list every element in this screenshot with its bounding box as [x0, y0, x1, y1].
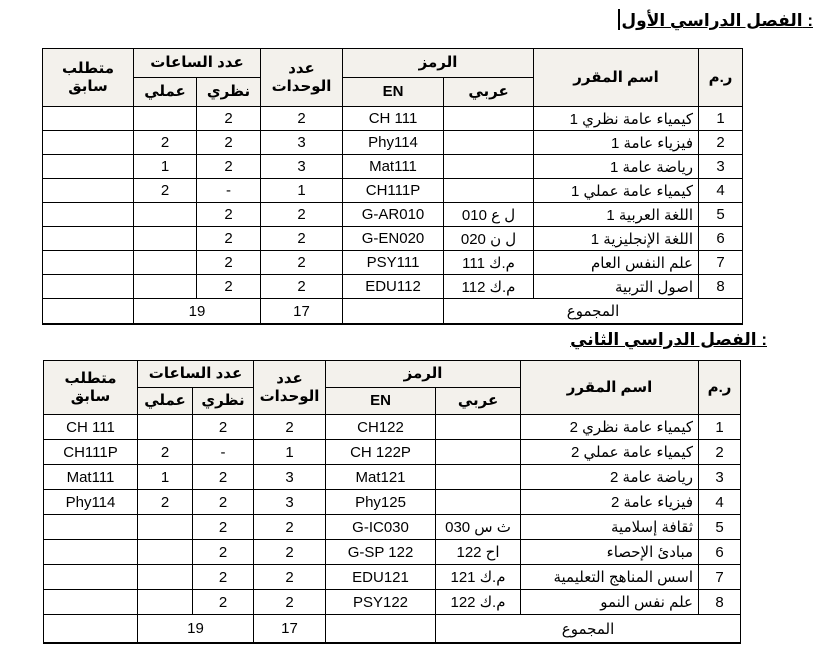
header-code-arabic: عربي: [436, 388, 521, 415]
header-code-group: الرمز: [326, 361, 521, 388]
table-row: [44, 490, 741, 515]
cell-code-en: G-IC030: [326, 515, 436, 540]
cell-hours-theory: 2: [197, 227, 261, 251]
cell-hours-practical: [138, 515, 193, 540]
header-prerequisite: متطلب سابق: [43, 49, 134, 107]
cell-units: 3: [261, 155, 343, 179]
cell-course-name: كيمياء عامة نظري 2: [521, 415, 699, 440]
cell-row-number: 7: [699, 565, 741, 590]
cell-course-name: كيمياء عامة نظري 1: [534, 107, 699, 131]
cell-hours-practical: [138, 590, 193, 615]
header-hours-group: عدد الساعات: [138, 361, 254, 388]
cell-prerequisite: [44, 515, 138, 540]
cell-hours-theory: 2: [197, 203, 261, 227]
cell-prerequisite: [44, 540, 138, 565]
cell-prerequisite: [44, 565, 138, 590]
cell-course-name: فيزياء عامة 2: [521, 490, 699, 515]
cell-hours-theory: -: [193, 440, 254, 465]
cell-code-en: EDU112: [343, 275, 444, 299]
cell-row-number: 6: [699, 227, 743, 251]
section-title-semester1: [618, 9, 813, 31]
cell-hours-theory: 2: [197, 155, 261, 179]
cell-prerequisite: [43, 131, 134, 155]
cell-course-name: رياضة عامة 1: [534, 155, 699, 179]
cell-code-arabic: م.ك 122: [436, 590, 521, 615]
cell-course-name: اللغة العربية 1: [534, 203, 699, 227]
cell-code-arabic: م.ك 112: [444, 275, 534, 299]
cell-code-en: Mat111: [343, 155, 444, 179]
header-code-group: الرمز: [343, 49, 534, 78]
section-title-semester2-text: الفصل الدراسي الثاني :: [570, 330, 767, 349]
cell-units: 1: [254, 440, 326, 465]
cell-row-number: 1: [699, 415, 741, 440]
cell-course-name: مبادئ الإحصاء: [521, 540, 699, 565]
cell-hours-theory: 2: [193, 590, 254, 615]
cell-code-en: PSY122: [326, 590, 436, 615]
cell-hours-practical: 2: [138, 440, 193, 465]
table-row: [44, 565, 741, 590]
cell-units: 2: [261, 275, 343, 299]
cell-code-en: CH122: [326, 415, 436, 440]
total-units-cell: 17: [261, 299, 343, 325]
header-hours-group: عدد الساعات: [134, 49, 261, 78]
table-row: [44, 540, 741, 565]
total-prereq-empty-cell: [43, 299, 134, 325]
cell-hours-practical: [138, 415, 193, 440]
cell-code-en: Mat121: [326, 465, 436, 490]
header-row: [43, 49, 743, 78]
cell-code-arabic: ل ع 010: [444, 203, 534, 227]
table-row: [43, 131, 743, 155]
cell-row-number: 4: [699, 179, 743, 203]
cell-code-en: CH 122P: [326, 440, 436, 465]
cell-code-arabic: [436, 490, 521, 515]
cell-prerequisite: [43, 251, 134, 275]
section-title-semester2: [570, 330, 767, 350]
cell-row-number: 1: [699, 107, 743, 131]
total-empty-cell: [326, 615, 436, 644]
cell-hours-practical: 1: [134, 155, 197, 179]
cell-hours-theory: 2: [193, 515, 254, 540]
cell-prerequisite: [44, 590, 138, 615]
total-units-cell: 17: [254, 615, 326, 644]
cell-prerequisite: CH111P: [44, 440, 138, 465]
header-row-number: ر.م: [699, 361, 741, 415]
cell-code-arabic: ث س 030: [436, 515, 521, 540]
cell-units: 2: [261, 203, 343, 227]
cell-hours-practical: 2: [134, 179, 197, 203]
table-row: [44, 465, 741, 490]
cell-hours-theory: 2: [197, 131, 261, 155]
header-course-name: اسم المقرر: [521, 361, 699, 415]
cell-row-number: 3: [699, 465, 741, 490]
cell-units: 2: [261, 227, 343, 251]
cell-code-arabic: [436, 415, 521, 440]
cell-course-name: علم النفس العام: [534, 251, 699, 275]
total-label-cell: المجموع: [436, 615, 741, 644]
total-row: [43, 299, 743, 325]
cell-hours-practical: [138, 540, 193, 565]
cell-hours-practical: [134, 203, 197, 227]
cell-units: 3: [261, 131, 343, 155]
cell-code-en: EDU121: [326, 565, 436, 590]
cell-hours-practical: [138, 565, 193, 590]
section-title-semester1-text: الفصل الدراسي الأول :: [621, 11, 813, 30]
cell-row-number: 5: [699, 203, 743, 227]
cell-units: 2: [254, 415, 326, 440]
cell-row-number: 8: [699, 275, 743, 299]
cell-course-name: اصول التربية: [534, 275, 699, 299]
cell-course-name: كيمياء عامة عملي 2: [521, 440, 699, 465]
cell-hours-practical: [134, 275, 197, 299]
cell-row-number: 6: [699, 540, 741, 565]
cell-prerequisite: Mat111: [44, 465, 138, 490]
total-row: [44, 615, 741, 644]
cell-units: 1: [261, 179, 343, 203]
cell-hours-theory: 2: [197, 275, 261, 299]
cell-units: 2: [254, 515, 326, 540]
cell-code-arabic: [436, 440, 521, 465]
cell-hours-practical: [134, 107, 197, 131]
cell-prerequisite: [43, 203, 134, 227]
total-hours-cell: 19: [134, 299, 261, 325]
cell-code-arabic: ل ن 020: [444, 227, 534, 251]
cell-units: 2: [254, 540, 326, 565]
cell-code-en: G-EN020: [343, 227, 444, 251]
cell-units: 2: [254, 565, 326, 590]
cell-code-en: Phy114: [343, 131, 444, 155]
header-row-number: ر.م: [699, 49, 743, 107]
cell-prerequisite: [43, 155, 134, 179]
table-row: [44, 515, 741, 540]
cell-hours-practical: [134, 227, 197, 251]
cell-code-en: Phy125: [326, 490, 436, 515]
cell-row-number: 7: [699, 251, 743, 275]
table-row: [44, 440, 741, 465]
semester1-table: [42, 48, 743, 325]
total-label-cell: المجموع: [444, 299, 743, 325]
cell-units: 3: [254, 465, 326, 490]
header-hours-practical: عملي: [134, 78, 197, 107]
cell-units: 2: [254, 590, 326, 615]
cell-hours-theory: 2: [193, 540, 254, 565]
header-hours-theory: نظري: [193, 388, 254, 415]
header-code-en: EN: [343, 78, 444, 107]
cell-code-en: G-SP 122: [326, 540, 436, 565]
cell-prerequisite: [43, 275, 134, 299]
cell-hours-theory: -: [197, 179, 261, 203]
table-row: [43, 155, 743, 179]
cell-hours-theory: 2: [193, 415, 254, 440]
cell-hours-practical: 2: [138, 490, 193, 515]
cell-units: 3: [254, 490, 326, 515]
header-course-name: اسم المقرر: [534, 49, 699, 107]
cell-row-number: 4: [699, 490, 741, 515]
header-prerequisite: متطلب سابق: [44, 361, 138, 415]
cell-course-name: اللغة الإنجليزية 1: [534, 227, 699, 251]
semester2-table: [43, 360, 741, 644]
cell-units: 2: [261, 107, 343, 131]
cell-code-arabic: اح 122: [436, 540, 521, 565]
cell-code-en: G-AR010: [343, 203, 444, 227]
header-units: عدد الوحدات: [254, 361, 326, 415]
table-row: [43, 179, 743, 203]
cell-code-en: PSY111: [343, 251, 444, 275]
header-units: عدد الوحدات: [261, 49, 343, 107]
cell-row-number: 2: [699, 440, 741, 465]
cell-code-arabic: م.ك 121: [436, 565, 521, 590]
cell-code-en: CH 111: [343, 107, 444, 131]
cell-hours-theory: 2: [193, 465, 254, 490]
cell-row-number: 3: [699, 155, 743, 179]
cell-code-en: CH111P: [343, 179, 444, 203]
header-hours-theory: نظري: [197, 78, 261, 107]
cell-code-arabic: [444, 155, 534, 179]
table-row: [44, 415, 741, 440]
cell-prerequisite: [43, 179, 134, 203]
cell-code-arabic: [444, 107, 534, 131]
cell-hours-practical: 1: [138, 465, 193, 490]
cell-prerequisite: Phy114: [44, 490, 138, 515]
cell-hours-theory: 2: [193, 565, 254, 590]
cell-code-arabic: م.ك 111: [444, 251, 534, 275]
cell-hours-practical: 2: [134, 131, 197, 155]
total-empty-cell: [343, 299, 444, 325]
table-row: [43, 107, 743, 131]
total-prereq-empty-cell: [44, 615, 138, 644]
cell-code-arabic: [436, 465, 521, 490]
table-row: [43, 203, 743, 227]
cell-row-number: 2: [699, 131, 743, 155]
header-code-arabic: عربي: [444, 78, 534, 107]
cell-course-name: كيمياء عامة عملي 1: [534, 179, 699, 203]
table-row: [43, 275, 743, 299]
cell-code-arabic: [444, 131, 534, 155]
cell-hours-theory: 2: [197, 251, 261, 275]
header-hours-practical: عملي: [138, 388, 193, 415]
cell-course-name: علم نفس النمو: [521, 590, 699, 615]
cell-units: 2: [261, 251, 343, 275]
total-hours-cell: 19: [138, 615, 254, 644]
cell-row-number: 5: [699, 515, 741, 540]
cell-hours-theory: 2: [197, 107, 261, 131]
table-row: [43, 251, 743, 275]
header-code-en: EN: [326, 388, 436, 415]
cell-prerequisite: [43, 107, 134, 131]
cell-prerequisite: CH 111: [44, 415, 138, 440]
header-row: [44, 361, 741, 388]
cell-course-name: ثقافة إسلامية: [521, 515, 699, 540]
cell-course-name: فيزياء عامة 1: [534, 131, 699, 155]
cell-row-number: 8: [699, 590, 741, 615]
cell-course-name: رياضة عامة 2: [521, 465, 699, 490]
cell-hours-theory: 2: [193, 490, 254, 515]
table-row: [43, 227, 743, 251]
cell-hours-practical: [134, 251, 197, 275]
cell-prerequisite: [43, 227, 134, 251]
table-row: [44, 590, 741, 615]
cell-course-name: اسس المناهج التعليمية: [521, 565, 699, 590]
cell-code-arabic: [444, 179, 534, 203]
